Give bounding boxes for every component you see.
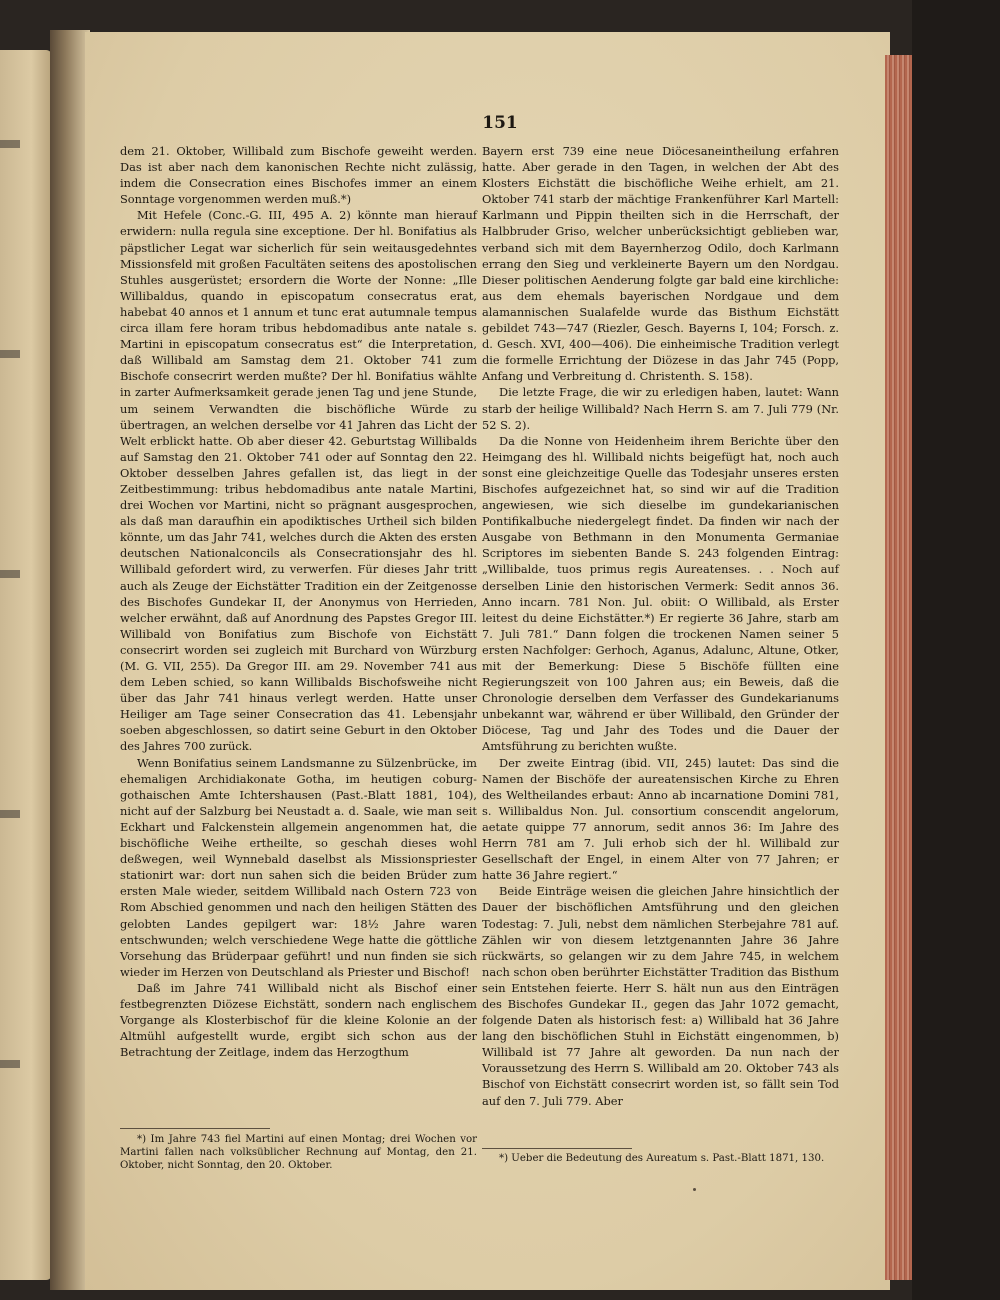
paragraph: Beide Einträge weisen die gleichen Jahre hinsichtlich der Dauer der bischöflichen Amtsführung und den gleichen Todestag: 7. Juli, nebst dem nämlichen Sterbejahre 781 auf. Zählen wir von diesem letztgenannten Jahre 36 Jahre rückwärts, so gelangen wir zu dem Jahre 745, in welchem nach schon oben berührter Eichstätter Tradition das Bisthum sein Entstehen feierte. Herr S. hält nun aus den Einträgen des Bischofes Gundekar II., gegen das Jahr 1072 gemacht, folgende Daten als historisch fest: a) Willibald hat 36 Jahre lang den bischöflichen Stuhl in Eichstätt eingenommen, b) Willibald ist 77 Jahre alt geworden. Da nun nach der Voraussetzung des Herrn S. Willibald am 20. Oktober 743 als Bischof von Eichstätt consecrirt worden ist, so fällt sein Tod auf den 7. Juli 779. Aber [482, 884, 839, 1108]
paragraph: dem 21. Oktober, Willibald zum Bischofe geweiht werden. Das ist aber nach dem kanonischen Rechte nicht zulässig, indem die Consecration eines Bischofes immer an einem Sonntage vorgenommen werden muß.*) [120, 144, 477, 207]
paragraph: Der zweite Eintrag (ibid. VII, 245) lautet: Das sind die Namen der Bischöfe der aureatensischen Kirche zu Ehren des Weltheilandes erbaut: Anno ab incarnatione Domini 781, s. Willibaldus Non. Jul. consortium conscendit angelorum, aetate quippe 77 annorum, sedit annos 36: Im Jahre des Herrn 781 am 7. Juli erhob sich der hl. Willibald zur Gesellschaft der Engel, in einem Alter von 77 Jahren; er hatte 36 Jahre regiert.“ [482, 755, 839, 883]
left-footnote [120, 1133, 477, 1173]
paragraph: Wenn Bonifatius seinem Landsmanne zu Sülzenbrücke, im ehemaligen Archidiakonate Gotha, im heutigen coburg-gothaischen Amte Ichtershausen (Past.-Blatt 1881, 104), nicht auf der Salzburg bei Neustadt a. d. Saale, wie man seit Eckhart und Falckenstein allgemein angenommen hat, die bischöfliche Weihe ertheilte, so geschah dieses wohl deßwegen, weil Wynnebald daselbst als Missionspriester stationirt war: dort nun sahen sich die beiden Brüder zum ersten Male wieder, seitdem Willibald nach Ostern 723 von Rom Abschied genommen und nach den heiligen Stätten des gelobten Landes gepilgert war: 18½ Jahre waren entschwunden; welch verschiedene Wege hatte die göttliche Vorsehung das Brüderpaar geführt! und nun finden sie sich wieder im Herzen von Deutschland als Priester und Bischof! [120, 755, 477, 979]
bleed-mark [0, 140, 20, 148]
paragraph: Die letzte Frage, die wir zu erledigen haben, lautet: Wann starb der heilige Willibald? Nach Herrn S. am 7. Juli 779 (Nr. 52 S. 2). [482, 385, 839, 432]
book-gutter [50, 30, 90, 1290]
paragraph: Daß im Jahre 741 Willibald nicht als Bischof einer festbegrenzten Diözese Eichstätt, sondern nach englischem Vorgange als Klosterbischof für die kleine Kolonie an der Altmühl aufgestellt wurde, ergibt sich schon aus der Betrachtung der Zeitlage, indem das Herzogthum [120, 980, 477, 1060]
page-number: 151 [482, 113, 518, 133]
left-page-edge [0, 50, 52, 1280]
right-column [482, 143, 839, 1109]
bleed-mark [0, 570, 20, 578]
footnote-rule [120, 1128, 270, 1129]
paragraph: Mit Hefele (Conc.-G. III, 495 A. 2) könnte man hierauf erwidern: nulla regula sine exceptione. Der hl. Bonifatius als päpstlicher Legat war sicherlich für sein weitausgedehntes Missionsfeld mit großen Facultäten seitens des apostolischen Stuhles ausgerüstet; ersordern die Worte der Nonne: „Ille Willibaldus, quando in episcopatum consecratus erat, habebat 40 annos et 1 annum et tunc erat autumnale tempus circa illam fere horam tribus hebdomadibus ante natale s. Martini in episcopatum consecratus est“ die Interpretation, daß Willibald am Samstag dem 21. Oktober 741 zum Bischofe consecrirt werden mußte? Der hl. Bonifatius wählte in zarter Aufmerksamkeit gerade jenen Tag und jene Stunde, um seinem Verwandten die bischöfliche Würde zu übertragen, an welchen derselbe vor 41 Jahren das Licht der Welt erblickt hatte. Ob aber dieser 42. Geburtstag Willibalds auf Samstag den 21. Oktober 741 oder auf Sonntag den 22. Oktober desselben Jahres gefallen ist, das liegt in der Zeitbestimmung: tribus hebdomadibus ante natale Martini, drei Wochen vor Martini, nicht so prägnant ausgesprochen, als daß man daraufhin ein apodiktisches Urtheil sich bilden könnte, um das Jahr 741, welches durch die Akten des ersten deutschen Nationalconcils als Consecrationsjahr des hl. Willibald gefordert wird, zu verwerfen. Für dieses Jahr tritt auch als Zeuge der Eichstätter Tradition ein der Zeitgenosse des Bischofes Gundekar II, der Anonymus von Herrieden, welcher erwähnt, daß auf Anordnung des Papstes Gregor III. Willibald von Bonifatius zum Bischofe von Eichstätt consecrirt worden sei zugleich mit Burchard von Würzburg (M. G. VII, 255). Da Gregor III. am 29. November 741 aus dem Leben schied, so kann Willibalds Bischofsweihe nicht über das Jahr 741 hinaus verlegt werden. Hatte unser Heiliger am Tage seiner Consecration das 41. Lebensjahr soeben abgeschlossen, so datirt seine Geburt in den Oktober des Jahres 700 zurück. [120, 208, 477, 754]
right-footnote [482, 1152, 839, 1165]
footnote-text: *) Im Jahre 743 fiel Martini auf einen Montag; drei Wochen vor Martini fallen nach volksüblicher Rechnung auf Montag, den 21. Oktober, nicht Sonntag, den 20. Oktober. [120, 1134, 477, 1172]
bleed-mark [0, 1060, 20, 1068]
paragraph: Da die Nonne von Heidenheim ihrem Berichte über den Heimgang des hl. Willibald nichts beigefügt hat, noch auch sonst eine gleichzeitige Quelle das Todesjahr unseres ersten Bischofes aufgezeichnet hat, so sind wir auf die Tradition angewiesen, wie sich dieselbe im gundekarianischen Pontifikalbuche niedergelegt findet. Da finden wir nach der Ausgabe von Bethmann in den Monumenta Germaniae Scriptores im siebenten Bande S. 243 folgenden Eintrag: „Willibalde, tuos primus regis Aureatenses. . . Noch auf derselben Linie den historischen Vermerk: Sedit annos 36. Anno incarn. 781 Non. Jul. obiit: O Willibald, als Erster leitest du deine Eichstätter.*) Er regierte 36 Jahre, starb am 7. Juli 781.“ Dann folgen die trockenen Namen seiner 5 ersten Nachfolger: Gerhoch, Aganus, Adalunc, Altune, Otker, mit der Bemerkung: Diese 5 Bischöfe füllten eine Regierungszeit von 100 Jahren aus; ein Beweis, daß die Chronologie derselben dem Verfasser des Gundekarianums unbekannt war, während er über Willibald, den Gründer der Diöcese, Tag und Jahr des Todes und die Dauer der Amtsführung zu berichten wußte. [482, 433, 839, 754]
bleed-mark [0, 350, 20, 358]
page-edges [885, 55, 913, 1280]
paragraph: Bayern erst 739 eine neue Diöcesaneintheilung erfahren hatte. Aber gerade in den Tagen, in welchen der Abt des Klosters Eichstätt die bischöfliche Weihe erhielt, am 21. Oktober 741 starb der mächtige Frankenführer Karl Martell: Karlmann und Pippin theilten sich in die Herrschaft, der Halbbruder Griso, welcher unberücksichtigt geblieben war, verband sich mit dem Bayernherzog Odilo, doch Karlmann errang den Sieg und verkleinerte Bayern um den Nordgau. Dieser politischen Aenderung folgte gar bald eine kirchliche: aus dem ehemals bayerischen Nordgaue und dem alamannischen Sualafelde wurde das Bisthum Eichstätt gebildet 743—747 (Riezler, Gesch. Bayerns I, 104; Forsch. z. d. Gesch. XVI, 400—406). Die einheimische Tradition verlegt die formelle Errichtung der Diözese in das Jahr 745 (Popp, Anfang und Verbreitung d. Christenth. S. 158). [482, 144, 839, 384]
footnote-text: *) Ueber die Bedeutung des Aureatum s. Past.-Blatt 1871, 130. [499, 1153, 825, 1164]
ink-speck [693, 1188, 696, 1191]
bleed-mark [0, 810, 20, 818]
footnote-rule [482, 1148, 632, 1149]
book-cover [912, 0, 1000, 1300]
left-column [120, 143, 477, 1060]
